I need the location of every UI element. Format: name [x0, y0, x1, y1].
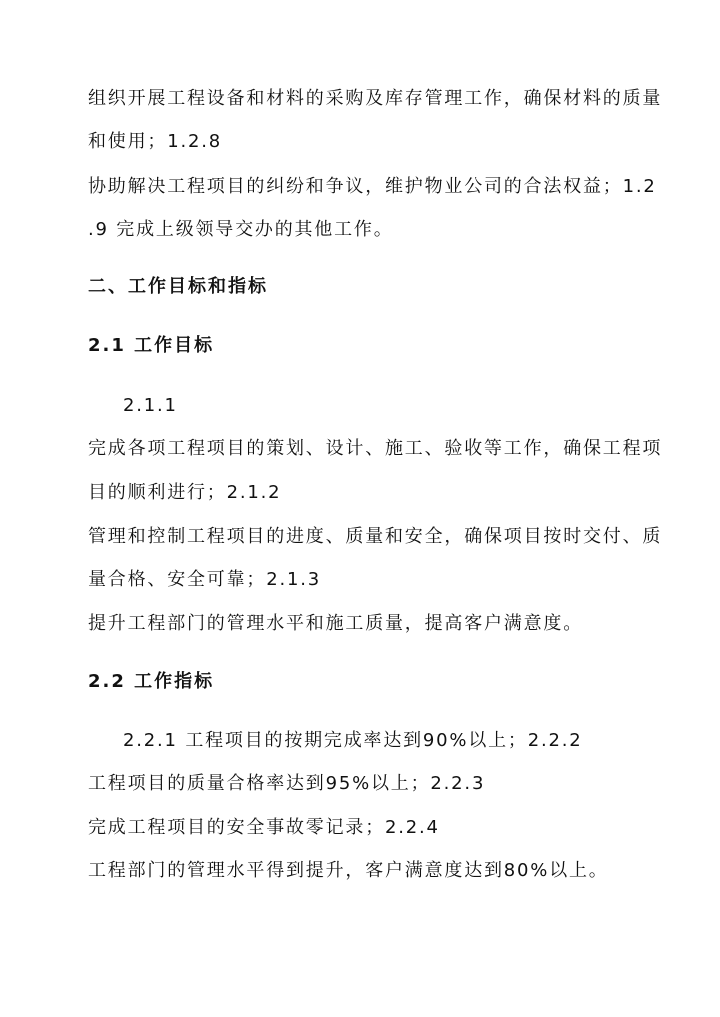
- subsection-heading: 2.2 工作指标: [88, 671, 215, 692]
- paragraph-line: 工程部门的管理水平得到提升，客户满意度达到80%以上。: [88, 860, 609, 881]
- paragraph-line: 量合格、安全可靠；2.1.3: [88, 569, 321, 590]
- paragraph-line: 和使用；1.2.8: [88, 131, 222, 152]
- paragraph-line: 2.2.1 工程项目的按期完成率达到90%以上；2.2.2: [123, 730, 583, 751]
- paragraph-line: 组织开展工程设备和材料的采购及库存管理工作，确保材料的质量: [88, 88, 663, 109]
- paragraph-line: 完成各项工程项目的策划、设计、施工、验收等工作，确保工程项: [88, 438, 663, 459]
- paragraph-line: 工程项目的质量合格率达到95%以上；2.2.3: [88, 773, 486, 794]
- subsection-heading: 2.1 工作目标: [88, 335, 215, 356]
- section-heading: 二、工作目标和指标: [88, 276, 268, 297]
- paragraph-line: 提升工程部门的管理水平和施工质量，提高客户满意度。: [88, 613, 583, 634]
- paragraph-line: 协助解决工程项目的纠纷和争议，维护物业公司的合法权益；1.2: [88, 176, 657, 197]
- paragraph-line: 完成工程项目的安全事故零记录；2.2.4: [88, 817, 440, 838]
- paragraph-line: 2.1.1: [123, 395, 178, 416]
- paragraph-line: 管理和控制工程项目的进度、质量和安全，确保项目按时交付、质: [88, 526, 663, 547]
- paragraph-line: 目的顺利进行；2.1.2: [88, 482, 282, 503]
- paragraph-line: .9 完成上级领导交办的其他工作。: [88, 219, 394, 240]
